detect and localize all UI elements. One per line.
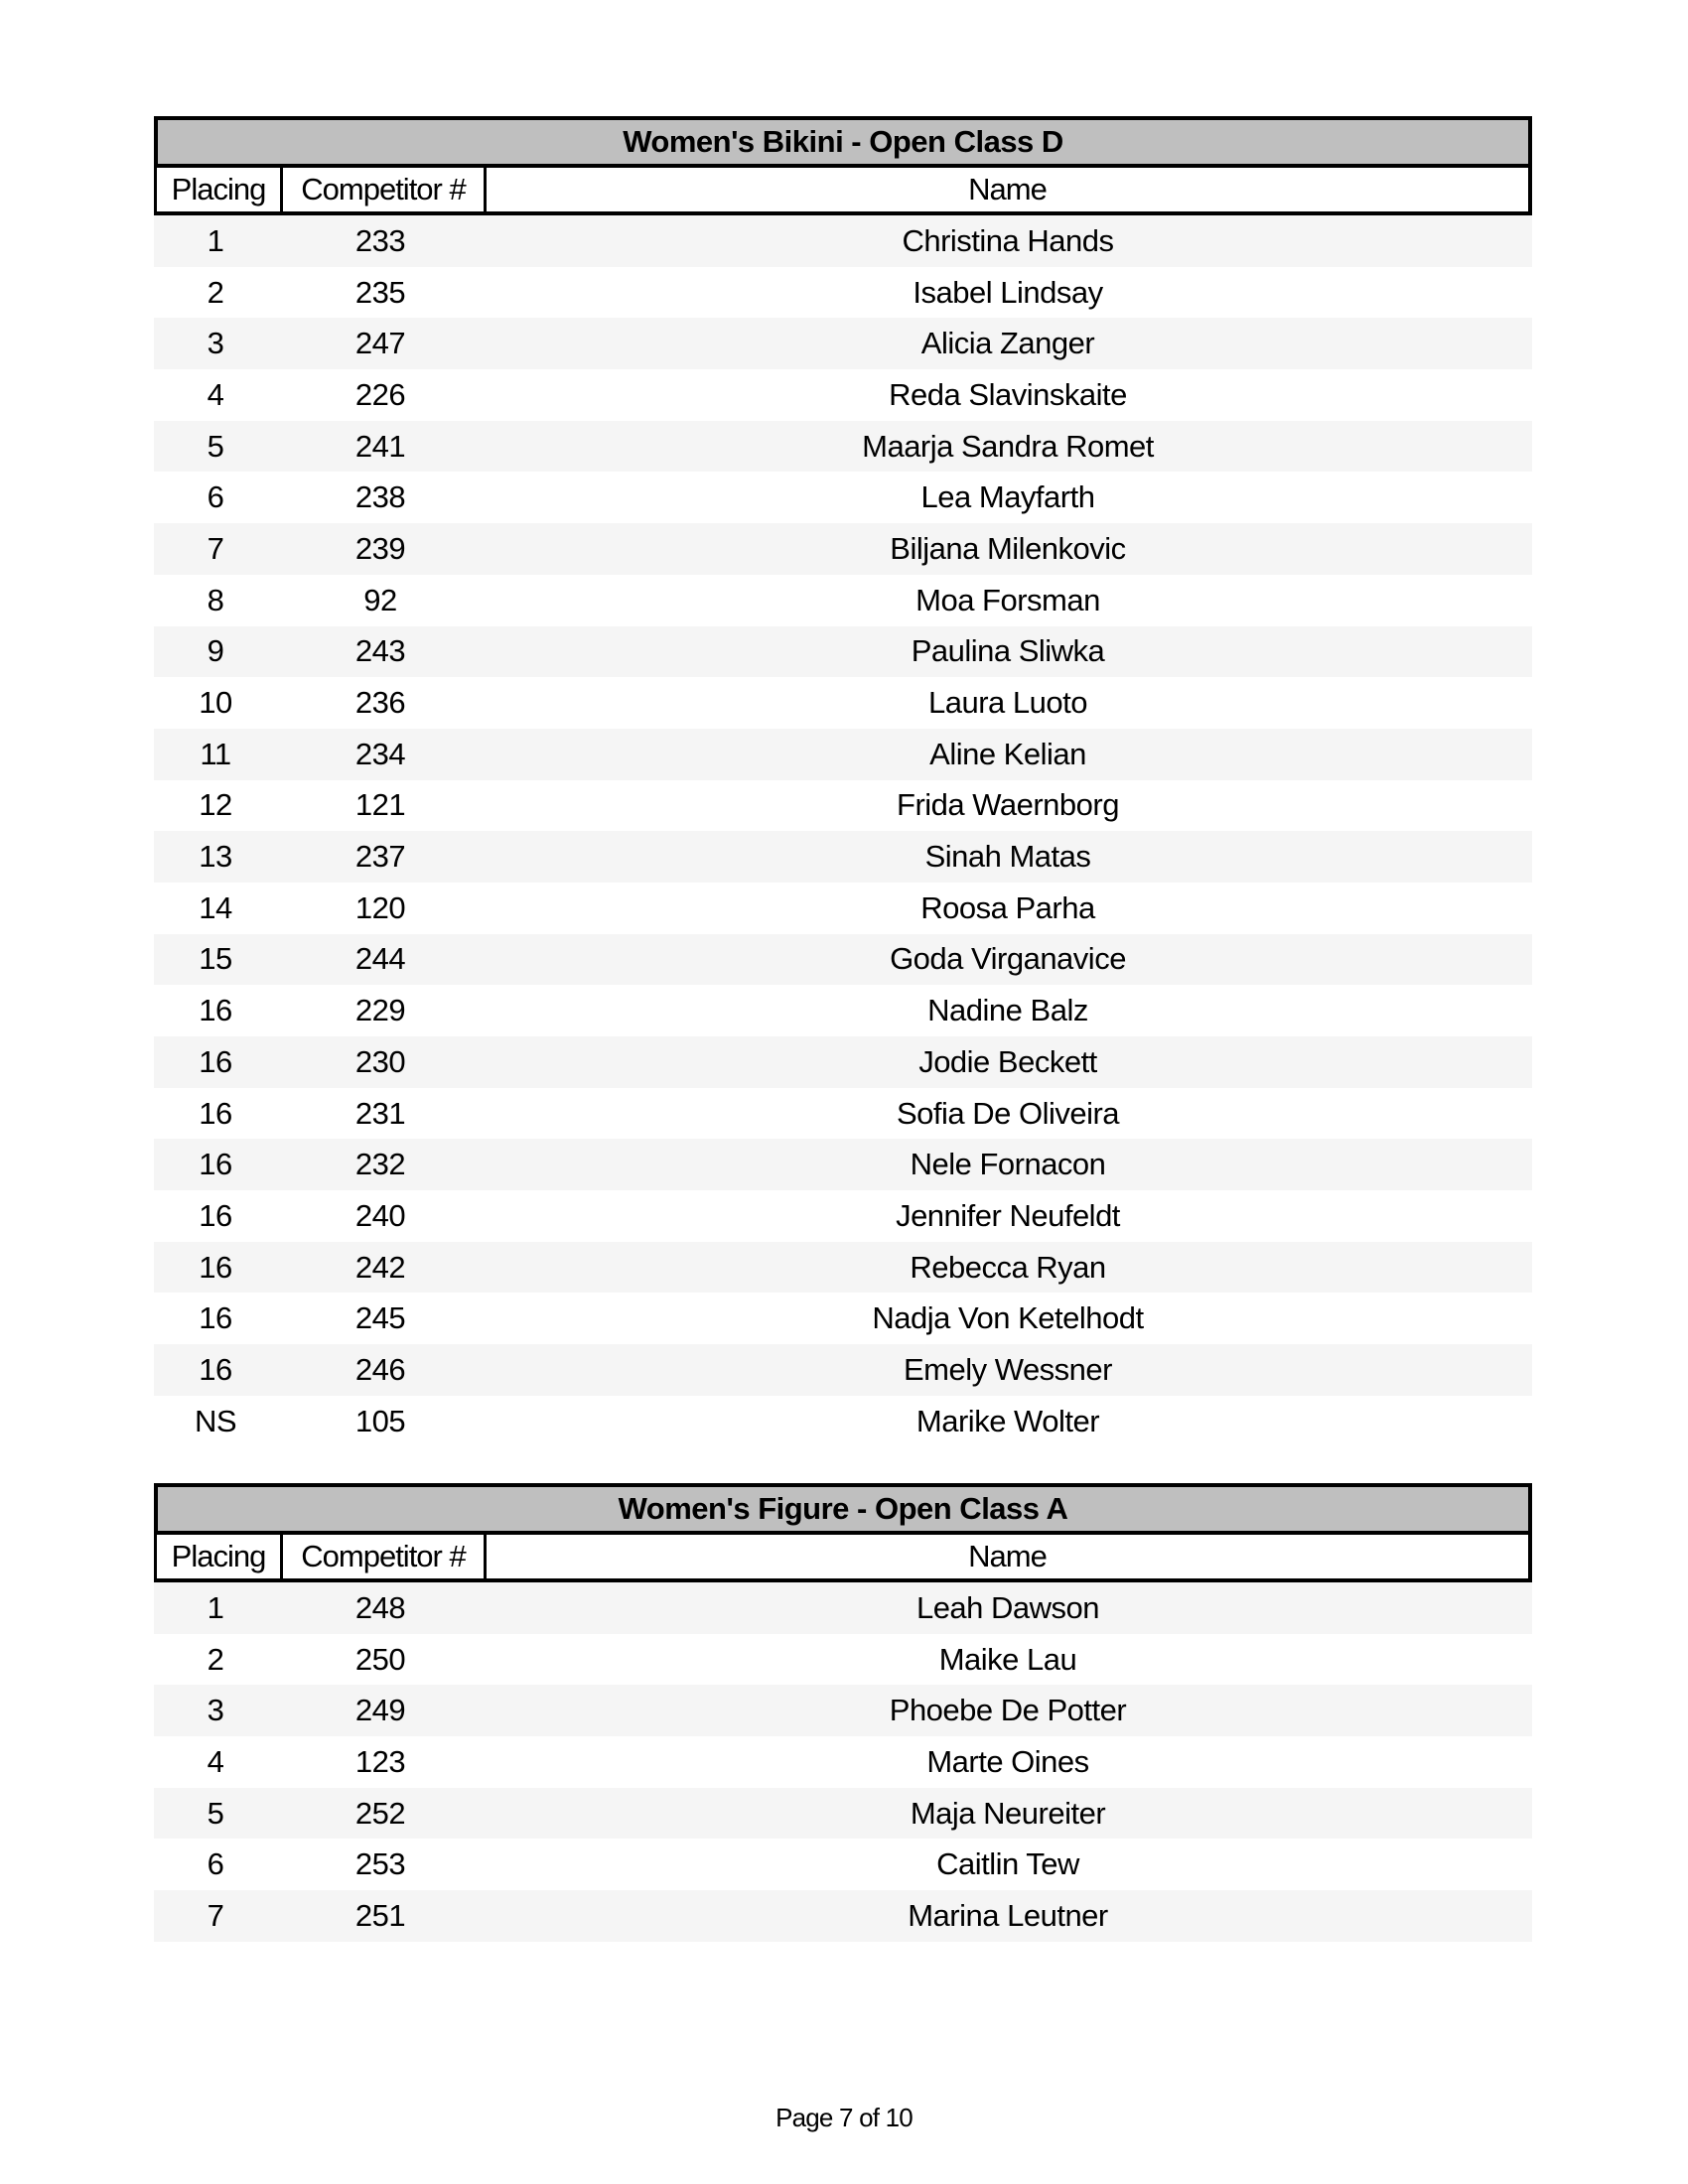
header-competitor-number: Competitor # [283, 1535, 487, 1578]
table-header-row [154, 168, 1532, 215]
competitor-number-cell: 247 [354, 326, 406, 361]
placing-cell: 5 [207, 428, 224, 464]
placing-cell: 16 [199, 1147, 232, 1182]
competitor-number-cell: 234 [354, 736, 406, 771]
placing-cell: 12 [199, 787, 232, 823]
competitor-number-cell: 249 [354, 1693, 406, 1728]
name-cell: Nadja Von Ketelhodt [872, 1300, 1144, 1336]
competitor-number-cell: 121 [354, 787, 406, 823]
placing-cell: 16 [199, 1095, 232, 1131]
name-cell: Aline Kelian [929, 736, 1086, 771]
table-row [154, 729, 1532, 780]
table-title: Women's Bikini - Open Class D [154, 116, 1532, 168]
table-body [154, 215, 1532, 1447]
results-table-womens-bikini-open-class-d [154, 116, 1532, 1447]
name-cell: Maarja Sandra Romet [862, 428, 1154, 464]
table-row [154, 1242, 1532, 1294]
header-placing: Placing [157, 1535, 283, 1578]
placing-cell: 2 [207, 274, 224, 310]
placing-cell: 5 [207, 1795, 224, 1831]
table-row [154, 1685, 1532, 1736]
competitor-number-cell: 229 [354, 993, 406, 1028]
name-cell: Moa Forsman [915, 582, 1100, 617]
table-row [154, 626, 1532, 678]
placing-cell: 7 [207, 530, 224, 566]
placing-cell: 1 [207, 1589, 224, 1625]
placing-cell: 3 [207, 1693, 224, 1728]
competitor-number-cell: 244 [354, 941, 406, 977]
table-row [154, 1890, 1532, 1942]
name-cell: Marte Oines [926, 1743, 1089, 1779]
placing-cell: 8 [207, 582, 224, 617]
competitor-number-cell: 242 [354, 1249, 406, 1285]
competitor-number-cell: 245 [354, 1300, 406, 1336]
name-cell: Paulina Sliwka [911, 633, 1105, 669]
placing-cell: 16 [199, 1351, 232, 1387]
name-cell: Nele Fornacon [910, 1147, 1106, 1182]
name-cell: Marina Leutner [908, 1897, 1108, 1933]
table-row [154, 985, 1532, 1036]
placing-cell: 1 [207, 222, 224, 258]
results-table-womens-figure-open-class-a [154, 1483, 1532, 1942]
table-row [154, 369, 1532, 421]
header-competitor-number: Competitor # [283, 168, 487, 211]
name-cell: Laura Luoto [928, 685, 1087, 721]
name-cell: Sofia De Oliveira [896, 1095, 1120, 1131]
name-cell: Reda Slavinskaite [889, 376, 1127, 412]
name-cell: Jodie Beckett [918, 1043, 1097, 1079]
table-row [154, 318, 1532, 369]
placing-cell: 16 [199, 1249, 232, 1285]
table-body [154, 1582, 1532, 1942]
placing-cell: 4 [207, 1743, 224, 1779]
table-row [154, 1088, 1532, 1140]
table-row [154, 215, 1532, 267]
name-cell: Christina Hands [902, 222, 1114, 258]
table-row [154, 1139, 1532, 1190]
competitor-number-cell: 232 [354, 1147, 406, 1182]
table-row [154, 1190, 1532, 1242]
placing-cell: 6 [207, 1846, 224, 1882]
placing-cell: 13 [199, 839, 232, 875]
competitor-number-cell: 251 [354, 1897, 406, 1933]
placing-cell: 2 [207, 1641, 224, 1677]
table-row [154, 575, 1532, 626]
table-header-row [154, 1535, 1532, 1582]
competitor-number-cell: 246 [354, 1351, 406, 1387]
table-row [154, 1036, 1532, 1088]
competitor-number-cell: 92 [363, 582, 397, 617]
competitor-number-cell: 226 [354, 376, 406, 412]
name-cell: Isabel Lindsay [913, 274, 1103, 310]
table-row [154, 1736, 1532, 1788]
table-row [154, 677, 1532, 729]
placing-cell: 16 [199, 1043, 232, 1079]
name-cell: Goda Virganavice [890, 941, 1126, 977]
name-cell: Lea Mayfarth [920, 479, 1095, 515]
name-cell: Jennifer Neufeldt [896, 1197, 1120, 1233]
competitor-number-cell: 238 [354, 479, 406, 515]
header-placing: Placing [157, 168, 283, 211]
table-row [154, 934, 1532, 986]
competitor-number-cell: 253 [354, 1846, 406, 1882]
table-row [154, 1634, 1532, 1686]
table-row [154, 831, 1532, 883]
competitor-number-cell: 239 [354, 530, 406, 566]
name-cell: Emely Wessner [904, 1351, 1112, 1387]
name-cell: Maike Lau [938, 1641, 1077, 1677]
competitor-number-cell: 230 [354, 1043, 406, 1079]
placing-cell: 9 [207, 633, 224, 669]
name-cell: Marike Wolter [915, 1403, 1100, 1438]
placing-cell: 11 [200, 736, 231, 771]
placing-cell: 16 [199, 1300, 232, 1336]
competitor-number-cell: 235 [354, 274, 406, 310]
placing-cell: 14 [199, 889, 232, 925]
table-row [154, 780, 1532, 832]
table-row [154, 472, 1532, 523]
table-row [154, 523, 1532, 575]
table-row [154, 1582, 1532, 1634]
competitor-number-cell: 233 [354, 222, 406, 258]
table-row [154, 883, 1532, 934]
table-title: Women's Figure - Open Class A [154, 1483, 1532, 1535]
placing-cell: 3 [207, 326, 224, 361]
table-row [154, 1788, 1532, 1840]
name-cell: Biljana Milenkovic [890, 530, 1126, 566]
name-cell: Caitlin Tew [936, 1846, 1079, 1882]
competitor-number-cell: 237 [354, 839, 406, 875]
placing-cell: 16 [199, 993, 232, 1028]
competitor-number-cell: 240 [354, 1197, 406, 1233]
placing-cell: 7 [207, 1897, 224, 1933]
table-row [154, 267, 1532, 319]
name-cell: Sinah Matas [924, 839, 1091, 875]
header-name: Name [968, 1539, 1047, 1573]
competitor-number-cell: 236 [354, 685, 406, 721]
table-row [154, 1344, 1532, 1396]
table-row [154, 1839, 1532, 1890]
competitor-number-cell: 243 [354, 633, 406, 669]
name-cell: Alicia Zanger [920, 326, 1095, 361]
placing-cell: 10 [199, 685, 232, 721]
name-cell: Roosa Parha [920, 889, 1095, 925]
name-cell: Phoebe De Potter [889, 1693, 1127, 1728]
placing-cell: 16 [199, 1197, 232, 1233]
page-number: Page 7 of 10 [775, 2103, 913, 2132]
competitor-number-cell: 105 [354, 1403, 406, 1438]
competitor-number-cell: 123 [354, 1743, 406, 1779]
competitor-number-cell: 250 [354, 1641, 406, 1677]
table-row [154, 1396, 1532, 1447]
placing-cell: 4 [207, 376, 224, 412]
competitor-number-cell: 241 [354, 428, 406, 464]
name-cell: Rebecca Ryan [910, 1249, 1106, 1285]
competitor-number-cell: 231 [354, 1095, 406, 1131]
name-cell: Nadine Balz [927, 993, 1088, 1028]
header-name: Name [968, 172, 1047, 206]
competitor-number-cell: 252 [354, 1795, 406, 1831]
name-cell: Frida Waernborg [897, 787, 1119, 823]
name-cell: Maja Neureiter [910, 1795, 1106, 1831]
competitor-number-cell: 120 [354, 889, 406, 925]
table-row [154, 421, 1532, 473]
competitor-number-cell: 248 [354, 1589, 406, 1625]
placing-cell: 6 [207, 479, 224, 515]
placing-cell: 15 [199, 941, 232, 977]
name-cell: Leah Dawson [915, 1589, 1100, 1625]
table-row [154, 1293, 1532, 1344]
placing-cell: NS [194, 1403, 237, 1438]
